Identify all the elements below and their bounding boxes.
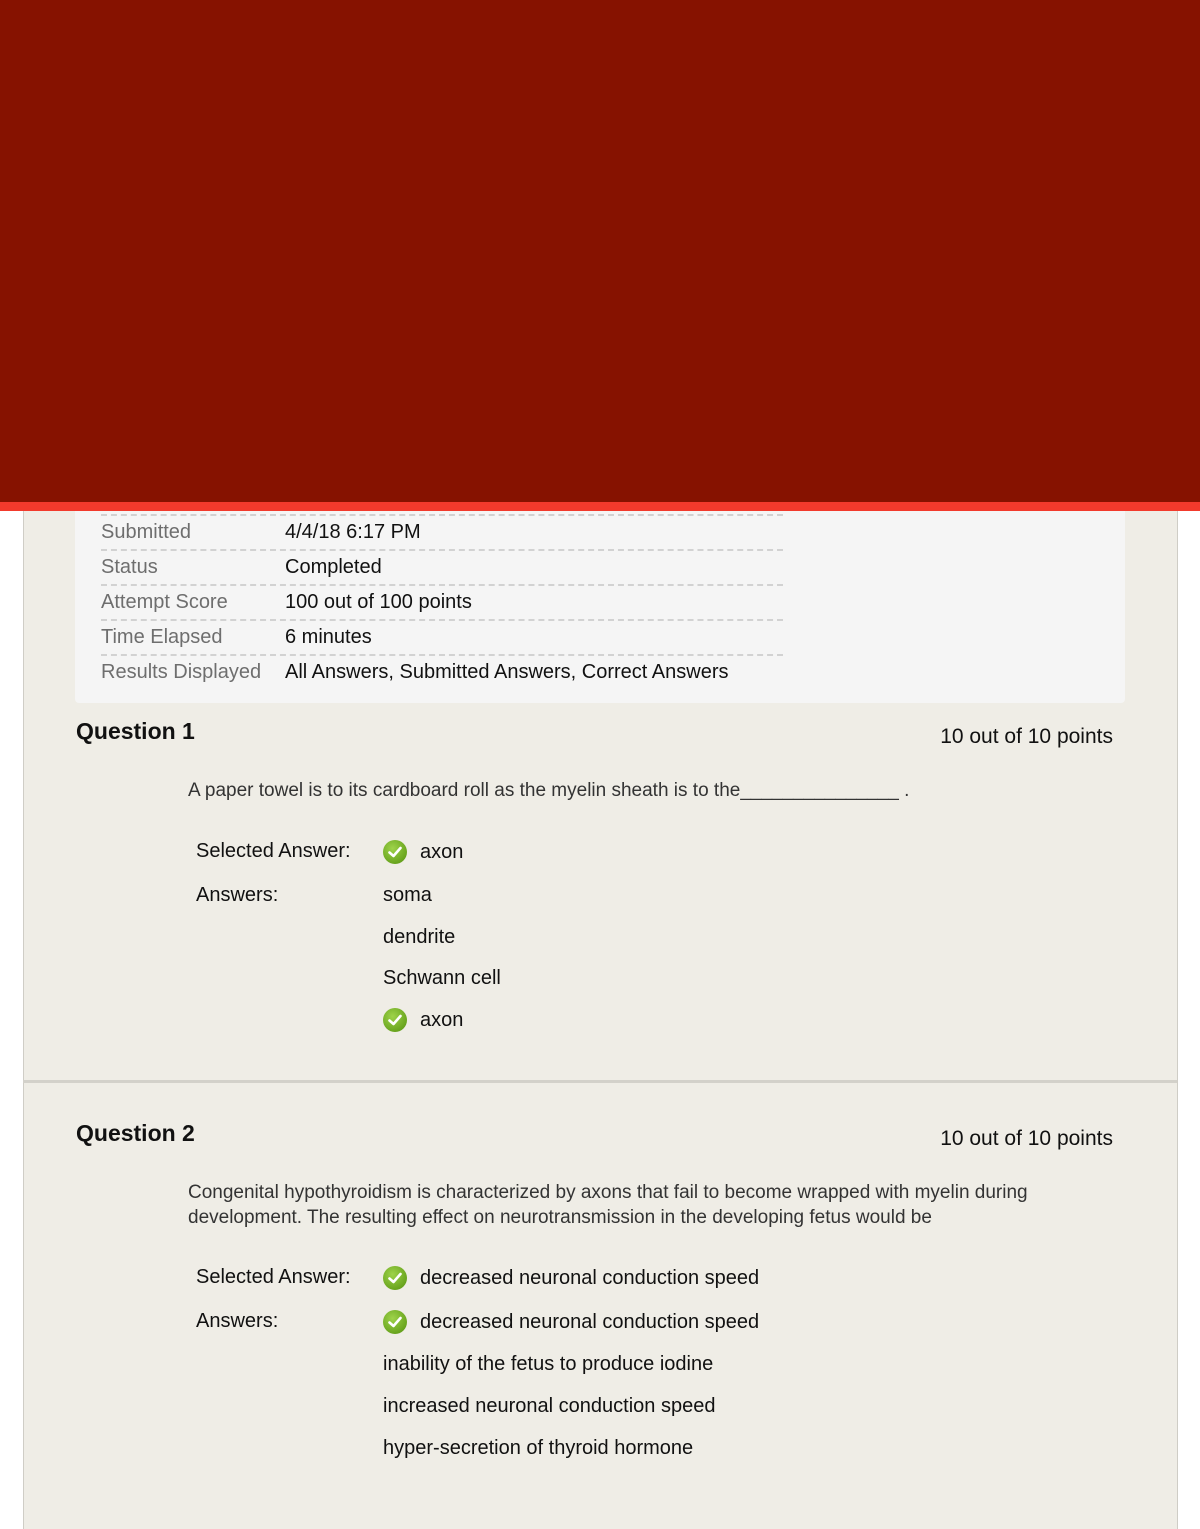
- answer-option-text: inability of the fetus to produce iodine: [383, 1353, 714, 1375]
- summary-row-attempt-score: [101, 584, 783, 619]
- header-accent-stripe: [0, 502, 1200, 511]
- answers-label: Answers:: [196, 1310, 279, 1332]
- selected-answer-label: Selected Answer:: [196, 1266, 351, 1288]
- summary-value: 6 minutes: [285, 626, 372, 648]
- selected-answer-text: axon: [420, 840, 464, 863]
- question-1-title: Question 1: [76, 718, 195, 744]
- answer-option-correct: [383, 1008, 463, 1032]
- answer-option-text: hyper-secretion of thyroid hormone: [383, 1437, 694, 1459]
- answer-option: [383, 884, 432, 907]
- answer-option-text: axon: [420, 1008, 464, 1031]
- question-2-text: Congenital hypothyroidism is characterized by axons that fail to become wrapped with myelin during development. The resulting effect on neurotransmission in the developing fetus would be: [188, 1182, 1028, 1228]
- question-2-title: Question 2: [76, 1120, 195, 1146]
- question-2-points: 10 out of 10 points: [940, 1127, 1113, 1150]
- check-circle-icon: [383, 840, 407, 864]
- summary-label: Attempt Score: [101, 591, 228, 613]
- summary-row-submitted: [101, 514, 783, 549]
- check-circle-icon: [383, 1266, 407, 1290]
- question-1-points: 10 out of 10 points: [940, 725, 1113, 748]
- answer-option-text: decreased neuronal conduction speed: [420, 1310, 760, 1333]
- answer-option: [383, 926, 455, 949]
- check-circle-icon: [383, 1008, 407, 1032]
- summary-row-time-elapsed: [101, 619, 783, 654]
- answer-option-correct: [383, 1310, 759, 1334]
- summary-label: Status: [101, 556, 158, 578]
- summary-label: Results Displayed: [101, 661, 262, 683]
- selected-answer: [383, 1266, 759, 1290]
- question-divider: [23, 1080, 1177, 1083]
- answer-option-text: dendrite: [383, 926, 456, 948]
- answer-option: [383, 1395, 715, 1418]
- summary-value: Completed: [285, 556, 382, 578]
- header-banner: [0, 0, 1200, 502]
- summary-row-results-displayed: [101, 654, 783, 689]
- check-circle-icon: [383, 1310, 407, 1334]
- selected-answer-text: decreased neuronal conduction speed: [420, 1266, 760, 1289]
- answers-label: Answers:: [196, 884, 279, 906]
- selected-answer-label: Selected Answer:: [196, 840, 351, 862]
- answer-option-text: soma: [383, 884, 432, 906]
- answer-option: [383, 1353, 713, 1376]
- summary-label: Submitted: [101, 521, 192, 543]
- summary-value: 100 out of 100 points: [285, 591, 472, 613]
- question-1-text: A paper towel is to its cardboard roll as the myelin sheath is to the_______________ .: [188, 780, 910, 801]
- selected-answer: [383, 840, 463, 864]
- answer-option: [383, 967, 501, 990]
- answer-option-text: Schwann cell: [383, 967, 501, 989]
- answer-option: [383, 1437, 693, 1460]
- summary-row-status: [101, 549, 783, 584]
- answer-option-text: increased neuronal conduction speed: [383, 1395, 716, 1417]
- summary-value: 4/4/18 6:17 PM: [285, 521, 421, 543]
- summary-value: All Answers, Submitted Answers, Correct Answers: [285, 661, 729, 683]
- summary-label: Time Elapsed: [101, 626, 223, 648]
- summary-table: [101, 514, 783, 689]
